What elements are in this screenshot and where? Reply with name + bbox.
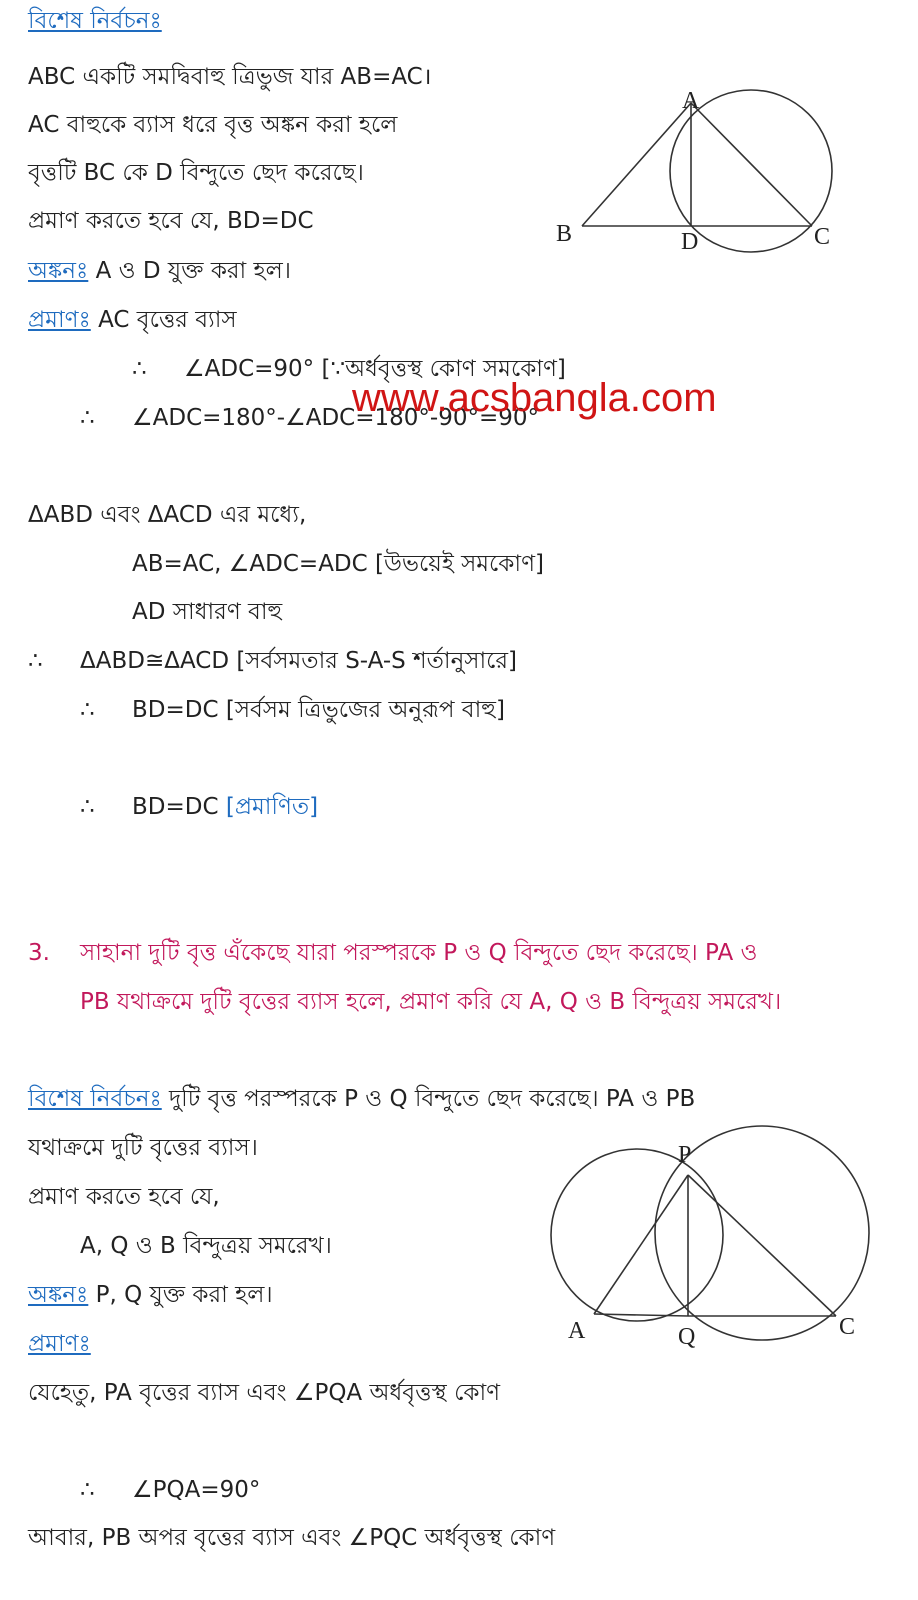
- proof-2-label: প্রমাণঃ: [28, 1331, 91, 1357]
- therefore-symbol: ∴: [80, 1477, 95, 1503]
- reason-1: যেহেতু, PA বৃত্তের ব্যাস এবং ∠PQA অর্ধবৃত্তস্থ কোণ: [28, 1380, 501, 1406]
- circle-ac-diameter: [670, 90, 832, 252]
- segment-ab: [582, 103, 691, 226]
- construction-2-text: P, Q যুক্ত করা হল।: [88, 1282, 273, 1308]
- given-2-line-2: যথাক্রমে দুটি বৃত্তের ব্যাস।: [28, 1135, 258, 1161]
- to-prove-2: প্রমাণ করতে হবে যে,: [28, 1184, 220, 1210]
- final-text: BD=DC: [132, 794, 226, 820]
- label-b: B: [556, 221, 573, 247]
- to-prove-line: প্রমাণ করতে হবে যে, BD=DC: [28, 208, 314, 234]
- segment-ac: [691, 103, 812, 226]
- therefore-symbol: ∴: [28, 648, 43, 674]
- conclusion-2: [80, 695, 505, 725]
- step-2-1: [80, 1475, 260, 1505]
- construction-label: অঙ্কনঃ: [28, 258, 89, 284]
- given-line-3: বৃত্তটি BC কে D বিন্দুতে ছেদ করেছে।: [28, 160, 364, 186]
- construction-text: A ও D যুক্ত করা হল।: [88, 258, 291, 284]
- step-2-1-text: ∠PQA=90°: [132, 1477, 261, 1503]
- to-prove-2-statement: A, Q ও B বিন্দুত্রয় সমরেখ।: [80, 1233, 332, 1259]
- given-line-2: AC বাহুকে ব্যাস ধরে বৃত্ত অঙ্কন করা হলে: [28, 112, 398, 138]
- condition-2: AD সাধারণ বাহু: [132, 599, 283, 625]
- figure-triangle-circle: [548, 86, 848, 266]
- proved-tag: [প্রমাণিত]: [225, 794, 319, 820]
- reason-2: আবার, PB অপর বৃত্তের ব্যাস এবং ∠PQC অর্ধবৃত্তস্থ কোণ: [28, 1525, 556, 1551]
- conclusion-1: [28, 646, 517, 676]
- therefore-symbol: ∴: [80, 405, 95, 431]
- comparison-line: ΔABD এবং ΔACD এর মধ্যে,: [28, 502, 307, 528]
- given-2-text: দুটি বৃত্ত পরস্পরকে P ও Q বিন্দুতে ছেদ করেছে। PA ও PB: [161, 1086, 696, 1112]
- label-a: A: [568, 1318, 586, 1344]
- therefore-symbol: ∴: [132, 356, 147, 382]
- construction-line: [28, 256, 291, 286]
- figure-two-circles: [550, 1140, 890, 1355]
- therefore-symbol: ∴: [80, 794, 95, 820]
- conclusion-1-text: ΔABD≅ΔACD [সর্বসমতার S-A-S শর্তানুসারে]: [80, 648, 518, 674]
- proof-line: [28, 305, 237, 335]
- problem-line-1: সাহানা দুটি বৃত্ত এঁকেছে যারা পরস্পরকে P ও Q বিন্দুতে ছেদ করেছে। PA ও: [80, 940, 758, 966]
- watermark: www.acsbangla.com: [352, 376, 717, 420]
- segment-pc: [688, 1175, 836, 1316]
- label-d: D: [681, 229, 699, 255]
- proof-text: AC বৃত্তের ব্যাস: [90, 307, 237, 333]
- therefore-symbol: ∴: [80, 697, 95, 723]
- label-q: Q: [678, 1324, 696, 1350]
- label-a: A: [682, 88, 700, 114]
- special-statement-heading-2: বিশেষ নির্বচনঃ: [28, 1086, 162, 1112]
- construction-2-line: [28, 1280, 273, 1310]
- label-c: C: [839, 1314, 856, 1340]
- special-statement-heading: বিশেষ নির্বচনঃ: [28, 8, 162, 34]
- condition-1: AB=AC, ∠ADC=ADC [উভয়েই সমকোণ]: [132, 551, 544, 577]
- construction-2-label: অঙ্কনঃ: [28, 1282, 89, 1308]
- given-2-line-1: [28, 1084, 695, 1114]
- given-line-1: ABC একটি সমদ্বিবাহু ত্রিভুজ যার AB=AC।: [28, 64, 432, 90]
- final-conclusion: [80, 792, 318, 822]
- conclusion-2-text: BD=DC [সর্বসম ত্রিভুজের অনুরূপ বাহু]: [132, 697, 505, 723]
- circle-pa-diameter: [551, 1149, 723, 1321]
- proof-label: প্রমাণঃ: [28, 307, 91, 333]
- step-1-text: ∠ADC=90° [∵অর্ধবৃত্তস্থ কোণ সমকোণ]: [184, 356, 566, 382]
- label-c: C: [814, 224, 831, 250]
- problem-line-2: PB যথাক্রমে দুটি বৃত্তের ব্যাস হলে, প্রমাণ করি যে A, Q ও B বিন্দুত্রয় সমরেখ।: [80, 989, 782, 1015]
- label-p: P: [678, 1142, 692, 1168]
- step-2-text: ∠ADC=180°-∠ADC=180°-90°=90°: [132, 405, 539, 431]
- problem-number: 3.: [28, 940, 50, 966]
